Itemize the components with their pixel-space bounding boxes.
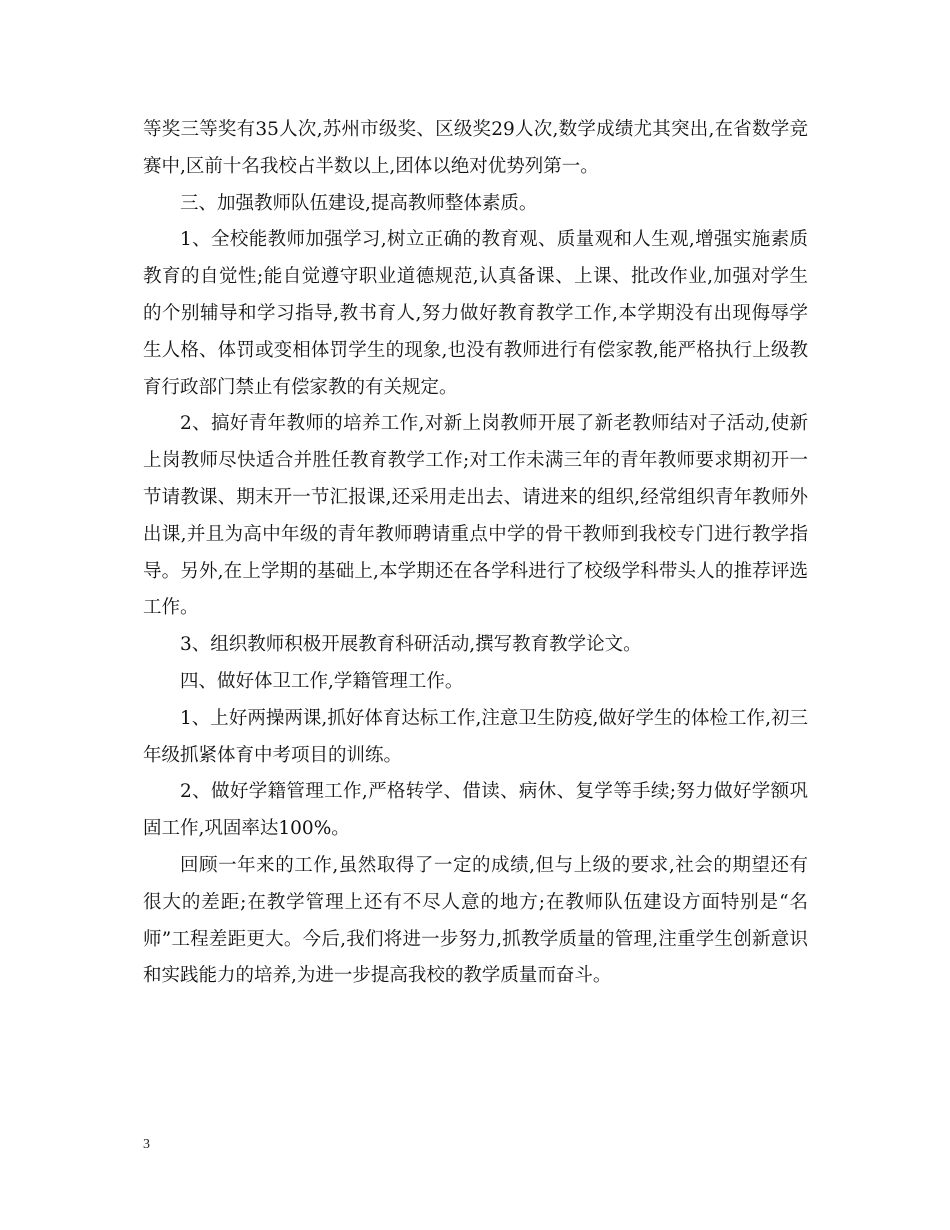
paragraph-student-records: 2、做好学籍管理工作,严格转学、借读、病休、复学等手续;努力做好学额巩固工作,巩固率达100%。 — [143, 781, 808, 840]
section-heading-sports-health: 四、做好体卫工作,学籍管理工作。 — [180, 670, 464, 692]
paragraph-continuation: 等奖三等奖有35人次,苏州市级奖、区级奖29人次,数学成绩尤其突出,在省数学竞赛中,区前十名我校占半数以上,团体以绝对优势列第一。 — [143, 119, 808, 177]
page-number: 3 — [143, 1137, 150, 1152]
paragraph-sports: 1、上好两操两课,抓好体育达标工作,注意卫生防疫,做好学生的体检工作,初三年级抓紧体育中考项目的训练。 — [143, 707, 808, 766]
section-heading-teacher-team: 三、加强教师队伍建设,提高教师整体素质。 — [180, 192, 538, 214]
paragraph-research: 3、组织教师积极开展教育科研活动,撰写教育教学论文。 — [180, 634, 642, 656]
paragraph-young-teachers: 2、搞好青年教师的培养工作,对新上岗教师开展了新老教师结对子活动,使新上岗教师尽快适合并胜任教育教学工作;对工作未满三年的青年教师要求期初开一节请教课、期末开一节汇报课,还采用走出去、请进来的组织,经常组织青年教师外出课,并且为高中年级的青年教师聘请重点中学的骨干教师到我校专门进行教学指导。另外,在上学期的基础上,本学期还在各学科进行了校级学科带头人的推荐评选工作。 — [143, 413, 808, 619]
paragraph-teacher-study: 1、全校能教师加强学习,树立正确的教育观、质量观和人生观,增强实施素质教育的自觉性;能自觉遵守职业道德规范,认真备课、上课、批改作业,加强对学生的个别辅导和学习指导,教书育人,努力做好教育教学工作,本学期没有出现侮辱学生人格、体罚或变相体罚学生的现象,也没有教师进行有偿家教,能严格执行上级教育行政部门禁止有偿家教的有关规定。 — [143, 229, 808, 398]
paragraph-conclusion: 回顾一年来的工作,虽然取得了一定的成绩,但与上级的要求,社会的期望还有很大的差距;在教学管理上还有不尽人意的地方;在教师队伍建设方面特别是“名师”工程差距更大。今后,我们将进一步努力,抓教学质量的管理,注重学生创新意识和实践能力的培养,为进一步提高我校的教学质量而奋斗。 — [143, 854, 808, 987]
document-body — [143, 112, 808, 995]
